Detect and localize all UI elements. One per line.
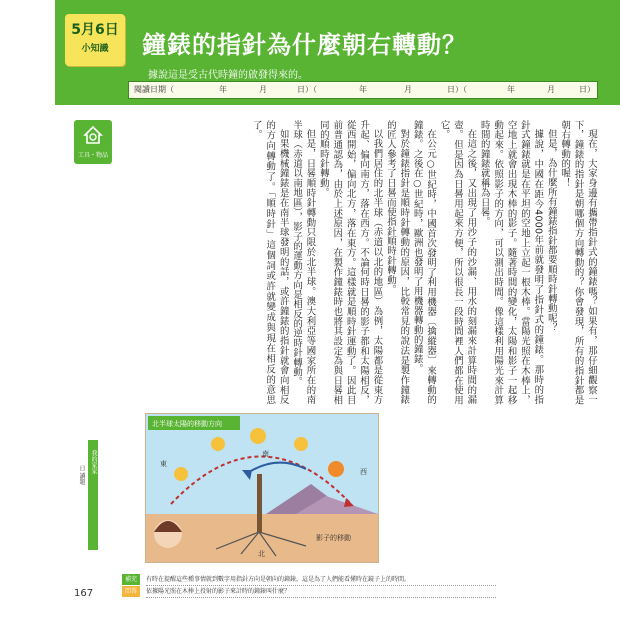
month-day: 5月6日 [71, 22, 119, 38]
day-2: 日）（ [447, 85, 467, 94]
page-subtitle: 據說這是受古代時鐘的啟發得來的。 [148, 70, 308, 81]
page-title: 鐘錶的指針為什麼朝右轉動？ [142, 31, 467, 59]
day-1: 日）（ [297, 85, 317, 94]
side-label: 我的家家 [90, 450, 97, 474]
date-tag: 小知識 [81, 44, 109, 54]
page-title-box [142, 22, 612, 68]
year-1: 年 [219, 85, 227, 94]
label-west: 西 [360, 468, 367, 476]
paragraph-4: 在這之後，又出現了用沙子的沙漏、用水的刻漏來計算時間的漏壺。但是因為日晷用起來方便，所以很長一段時間裡人們都在使用它。 [438, 120, 477, 405]
footer-tag-supplement: 補充 [122, 574, 140, 585]
paragraph-8: 但是，日晷順時針轉動只限於北半球。澳大利亞等國家所在的南半球（赤道以南地區），影子的運動方向是相反的逆時針轉動。 [291, 120, 316, 405]
label-south: 南 [262, 450, 269, 458]
reading-date-bar [128, 81, 598, 99]
paragraph-5: 在公元○世紀時，中國首次發明了利用機器〔擒縱器〕來轉動的鐘錶。之後在○世紀時，歐洲也發明了用機器轉動的鐘錶。 [411, 120, 437, 405]
reading-date-label: 閱讀日期（ [134, 85, 174, 94]
category-label: 工具・物品 [77, 152, 108, 159]
category-tab [74, 120, 112, 164]
paragraph-6: 對於鐘錶指針是順時針轉動的原因，比較常見的說法是製作鐘錶的匠人參考了日晷而使指針順時針轉動。 [384, 120, 410, 405]
sundial-illustration [145, 413, 379, 563]
label-shadow: 影子的移動 [316, 534, 351, 542]
paragraph-9: 如果機械鐘錶是在南半球發明的話，或許鐘錶的指針就會向相反的方向轉動了。「順時針」這個詞或許就變成與現在相反的意思了。 [250, 120, 289, 405]
year-2: 年 [359, 85, 367, 94]
footer-note-1-text: 有時在提醒這些種事情就到數字用指針方向是朝向的鐘錶，這是為了人們能看懂時在鏡子上的時間。 [146, 575, 496, 586]
month-2: 月 [404, 85, 412, 94]
paragraph-3: 據說，中國在距今4000年前就發明了指針式的鐘錶。那時的指針式鐘錶就是在平坦的空地上立起一根木棒。當陽光照在木棒上，空地上就會出現木棒的影子。隨著時間的變化，太陽和影子一起移動起來。依照影子的方向，可以測出時間。像這樣利用陽光來計算時間的鐘錶就稱為日晷。 [478, 120, 544, 405]
footer-note-2-text: 依據陽光照在木棒上投射的影子來計時的鐘錶叫什麼？ [146, 587, 496, 598]
illus-title: 北半球太陽的移動方向 [152, 420, 222, 428]
label-north: 北 [258, 550, 265, 558]
footer-note-1 [122, 574, 522, 585]
month-1: 月 [259, 85, 267, 94]
date-tab [65, 14, 125, 66]
footer-tag-qa: 問答 [122, 586, 140, 597]
month-3: 月 [547, 85, 555, 94]
day-3: 日） [579, 85, 595, 94]
paragraph-2: 但是，為什麼所有鐘錶指針都要順時針轉動呢？ [545, 129, 557, 333]
year-3: 年 [507, 85, 515, 94]
house-gear-icon [82, 124, 104, 146]
footer-note-2 [122, 586, 522, 597]
page-number: 167 [74, 588, 94, 599]
article-body [124, 120, 598, 405]
sundial-scene [146, 414, 378, 562]
paragraph-1: 現在，大家身邊有攜帶指針式的鐘錶嗎？如果有，那仔細觀察一下，鐘錶的指針是朝哪個方向轉動的？你會發現，所有的指針都是朝右轉動的喔！ [559, 120, 597, 405]
side-date-label: 日 讀題 [78, 465, 85, 485]
label-east: 東 [160, 460, 167, 468]
paragraph-7: 以我們居住的北半球（赤道以北的地區）為例，太陽都是從東方升起、偏向南方，落在西方。不論何時日晷的影子都和太陽相反，從西開始，偏向北方，落在東方。這樣就是順時針運動了。因此目前普通認為，由於上述原因，在製作鐘錶時也將其設定為與日晷相同的順時針轉動。 [317, 120, 383, 405]
